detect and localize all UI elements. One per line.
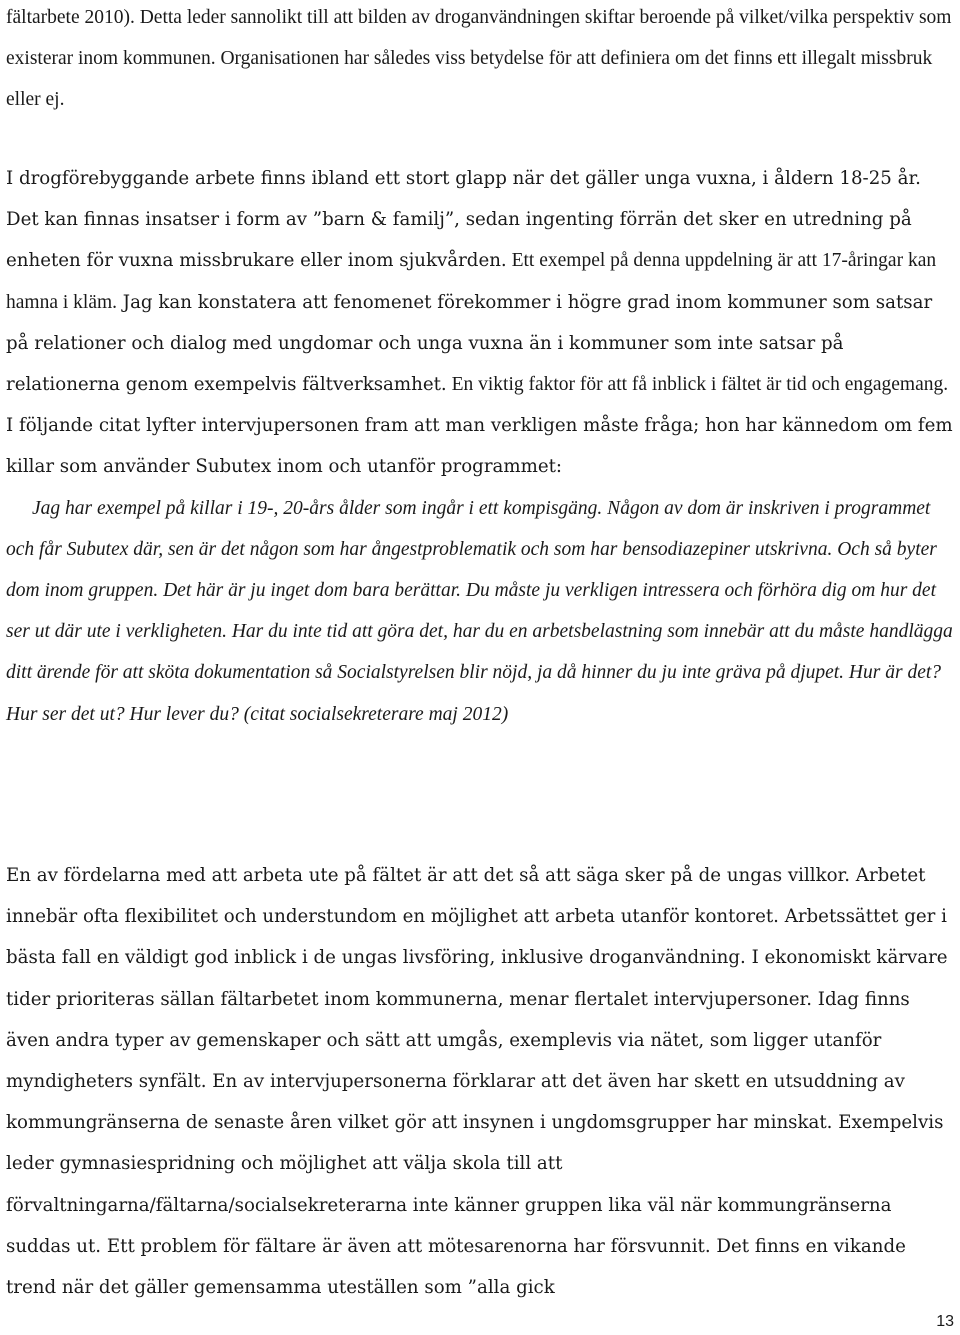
paragraph-2-text-a: I drogförebyggande arbete finns ibland ett stort glapp när det gäller unga vuxna, i åldern 18-25 år. Det kan finnas insatser i form av ”barn & familj”, sedan ingenting förrän det sker en utredning på enheten för vuxna missbrukare eller inom sjukvården. bbox=[6, 168, 921, 272]
paragraph-2-text-d: En viktig faktor för att få inblick i fältet är tid och engagemang. bbox=[446, 374, 949, 396]
page-number: 13 bbox=[936, 1313, 954, 1330]
paragraph-3 bbox=[6, 855, 956, 1308]
paragraph-2-text-e: I följande citat lyfter intervjupersonen fram att man verkligen måste fråga; hon har kännedom om fem killar som använder Subutex inom och utanför programmet: bbox=[6, 415, 953, 478]
paragraph-2-text-b: Ett exempel på denna uppdelning är att 17-åringar kan hamna i kläm. bbox=[6, 250, 937, 313]
paragraph-3-text: En av fördelarna med att arbeta ute på fältet är att det så att säga sker på de ungas villkor. Arbetet innebär ofta flexibilitet och understundom en möjlighet att arbeta utanför kontoret. Arbetssättet ger i bästa fall en väldigt god inblick i de ungas livsföring, inklusive droganvändning. I ekonomiskt kärvare tider prioriteras sällan fältarbetet inom kommunerna, menar flertalet intervjupersoner. Idag finns även andra typer av gemenskaper och sätt att umgås, exemplevis via nätet, som ligger utanför myndigheters synfält. En av intervjupersonerna förklarar att det även har skett en utsuddning av kommungränserna de senaste åren vilket gör att insynen i ungdomsgrupper har minskat. Exempelvis leder gymnasiespridning och möjlighet att välja skola till att förvaltningarna/fältarna/socialsekreterarna inte känner gruppen lika väl när kommungränserna suddas ut. Ett problem för fältare är även att mötesarenorna har försvunnit. Det finns en vikande trend när det gäller gemensamma uteställen som ”alla gick bbox=[6, 865, 948, 1299]
paragraph-2-text-c: Jag kan konstatera att fenomenet förekommer i högre grad inom kommuner som satsar på relationer och dialog med ungdomar och unga vuxna än i kommuner som inte satsar på relationerna genom exempelvis fältverksamhet. bbox=[6, 291, 933, 396]
paragraph-1-text: fältarbete 2010). Detta leder sannolikt till att bilden av droganvändningen skiftar beroende på vilket/vilka perspektiv som existerar inom kommunen. Organisationen har således viss betydelse för att definiera om det finns ett illegalt missbruk eller ej. bbox=[6, 7, 952, 111]
paragraph-2 bbox=[6, 158, 956, 735]
interview-quote: Jag har exempel på killar i 19-, 20-års ålder som ingår i ett kompisgäng. Någon av dom är inskriven i programmet och får Subutex där, sen är det någon som har ångestproblematik och som har bensodiazepiner utskrivna. Och så byter dom inom gruppen. Det här är ju inget dom bara berättar. Du måste ju verkligen intressera och förhöra dig om hur det ser ut där ute i verkligheten. Har du inte tid att göra det, har du en arbetsbelastning som innebär att du måste handlägga ditt ärende för att sköta dokumentation så Socialstyrelsen blir nöjd, ja då hinner du ju inte gräva på djupet. Hur är det? Hur ser det ut? Hur lever du? (citat socialsekreterare maj 2012) bbox=[6, 497, 953, 725]
paragraph-1 bbox=[6, 0, 956, 121]
